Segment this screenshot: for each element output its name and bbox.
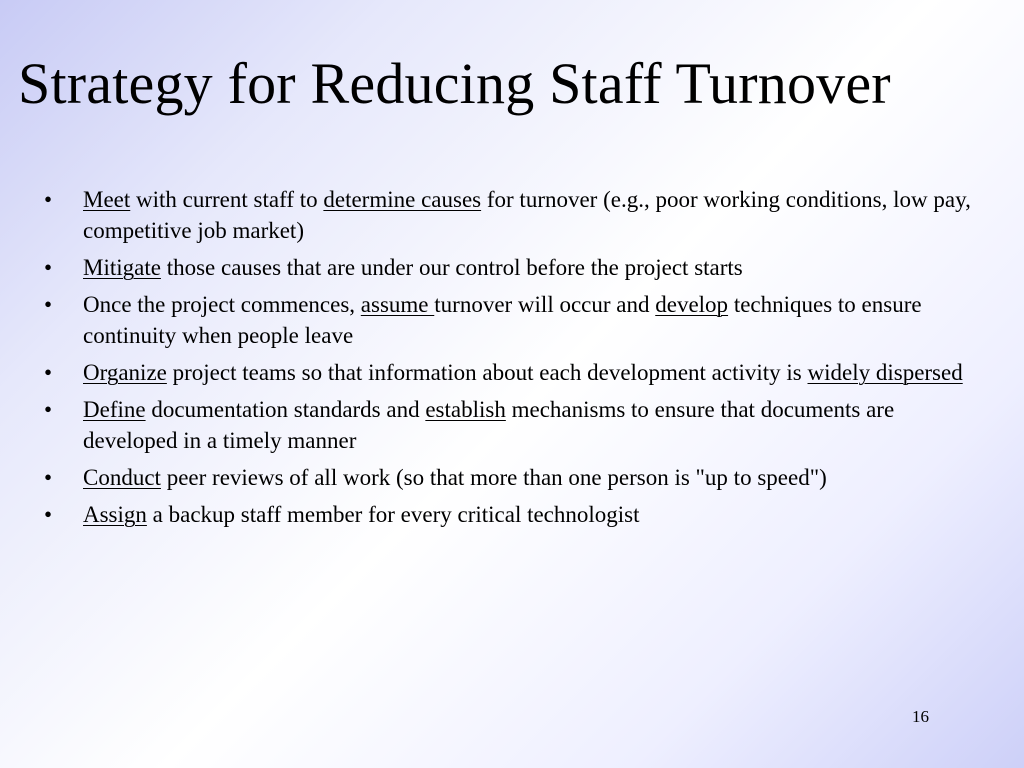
bullet-dot-icon: •: [44, 255, 53, 280]
bullet-dot-icon: •: [44, 187, 53, 212]
underlined-term: Meet: [83, 187, 131, 212]
underlined-term: Mitigate: [83, 255, 161, 280]
underlined-term: Organize: [83, 360, 167, 385]
bullet-text: project teams so that information about each development activity is: [166, 360, 808, 385]
underlined-term: establish: [425, 397, 506, 422]
bullet-text: turnover will occur and: [434, 292, 656, 317]
bullet-dot-icon: •: [44, 502, 53, 527]
slide-title: Strategy for Reducing Staff Turnover: [18, 51, 891, 116]
bullet-item: [44, 184, 984, 246]
bullet-text: mechanisms to ensure that documents are developed in a timely manner: [83, 397, 895, 453]
bullet-text: a backup staff member for every critical technologist: [146, 502, 640, 527]
underlined-term: assume: [360, 292, 435, 317]
bullet-item: [44, 394, 984, 456]
underlined-term: Define: [83, 397, 146, 422]
bullet-text: with current staff to: [130, 187, 324, 212]
bullet-text: documentation standards and: [145, 397, 426, 422]
bullet-dot-icon: •: [44, 465, 53, 490]
page-number: 16: [912, 707, 929, 726]
bullet-list: [44, 184, 984, 536]
underlined-term: Conduct: [83, 465, 161, 490]
bullet-text: those causes that are under our control before the project starts: [160, 255, 743, 280]
underlined-term: determine causes: [323, 187, 482, 212]
underlined-term: develop: [655, 292, 729, 317]
underlined-term: widely dispersed: [807, 360, 963, 385]
bullet-dot-icon: •: [44, 397, 53, 422]
bullet-text: techniques to ensure continuity when people leave: [83, 292, 922, 348]
underlined-term: Assign: [83, 502, 147, 527]
bullet-item: [44, 499, 984, 530]
bullet-dot-icon: •: [44, 292, 53, 317]
bullet-item: [44, 462, 984, 493]
bullet-text: for turnover (e.g., poor working conditions, low pay, competitive job market): [83, 187, 971, 243]
bullet-text: Once the project commences,: [83, 292, 361, 317]
bullet-dot-icon: •: [44, 360, 53, 385]
bullet-item: [44, 357, 984, 388]
bullet-item: [44, 289, 984, 351]
bullet-item: [44, 252, 984, 283]
bullet-text: peer reviews of all work (so that more than one person is "up to speed"): [160, 465, 827, 490]
